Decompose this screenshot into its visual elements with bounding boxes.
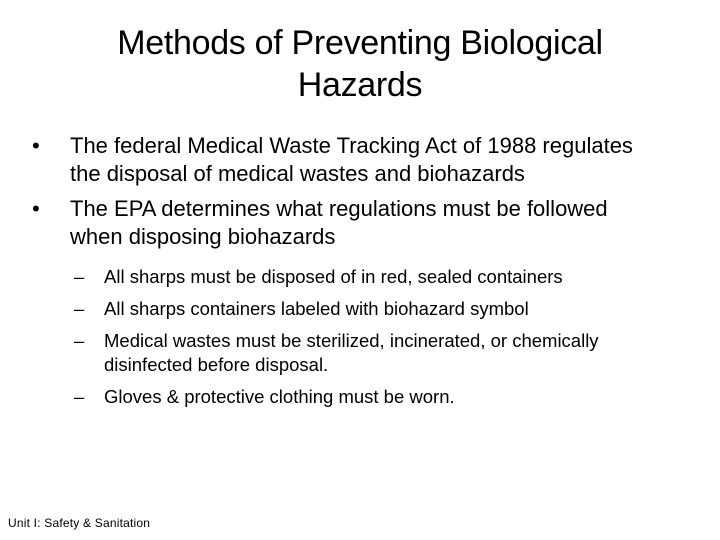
sub-bullet-text: All sharps must be disposed of in red, sealed containers	[104, 266, 563, 287]
sub-bullet-list	[0, 265, 720, 409]
sub-bullet-text: All sharps containers labeled with biohazard symbol	[104, 298, 529, 319]
bullet-marker: •	[32, 133, 40, 158]
dash-marker: –	[74, 298, 85, 319]
bullet-text: The federal Medical Waste Tracking Act of 1988 regulates the disposal of medical wastes and biohazards	[70, 133, 633, 186]
sub-bullet-item	[74, 297, 664, 321]
slide-title	[40, 22, 680, 106]
sub-bullet-item	[74, 329, 664, 377]
sub-bullet-item	[74, 265, 664, 289]
title-line-2: Hazards	[297, 66, 423, 104]
slide-footer: Unit I: Safety & Sanitation	[8, 516, 151, 530]
bullet-list	[0, 132, 720, 417]
bullet-item	[32, 195, 660, 251]
dash-marker: –	[74, 330, 85, 351]
bullet-marker: •	[32, 196, 40, 221]
title-line-1: Methods of Preventing Biological	[117, 24, 603, 62]
dash-marker: –	[74, 386, 85, 407]
dash-marker: –	[74, 266, 85, 287]
sub-bullet-text: Gloves & protective clothing must be worn.	[104, 386, 455, 407]
sub-bullet-text: Medical wastes must be sterilized, incinerated, or chemically disinfected before disposal.	[104, 330, 599, 375]
sub-bullet-item	[74, 385, 664, 409]
bullet-text: The EPA determines what regulations must be followed when disposing biohazards	[70, 196, 608, 249]
bullet-item	[32, 132, 660, 188]
